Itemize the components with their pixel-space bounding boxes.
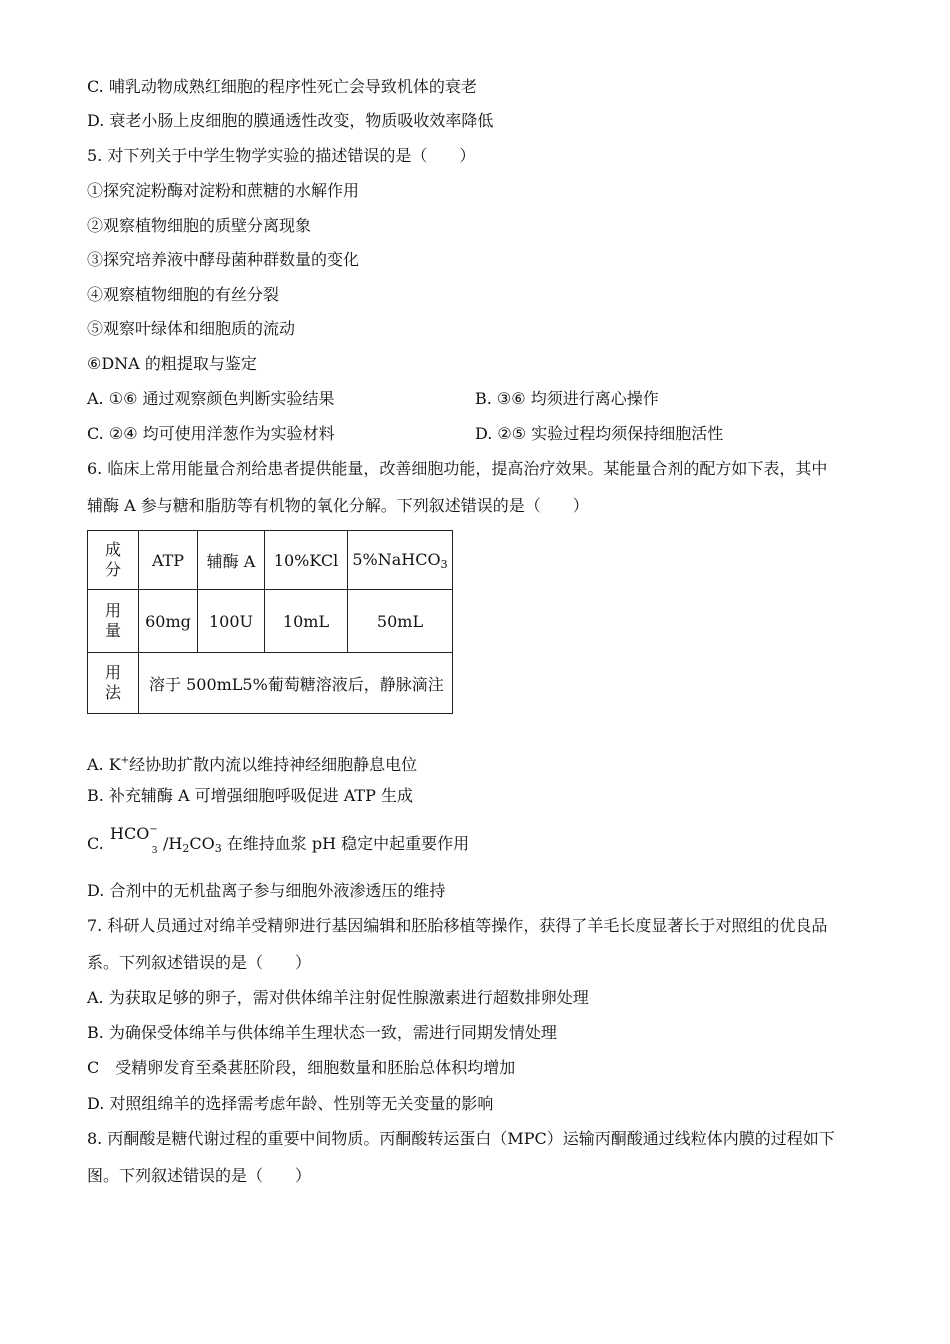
bicarbonate-formula: $HCO^-_3$	[110, 824, 158, 856]
q6-option-d: D. 合剂中的无机盐离子参与细胞外液渗透压的维持	[87, 881, 446, 900]
q6-option-c-label: C.	[87, 834, 104, 853]
q6-stem-line2: 辅酶 A 参与糖和脂肪等有机物的氧化分解。下列叙述错误的是（ ）	[87, 496, 589, 515]
q5-stem: 5. 对下列关于中学生物学实验的描述错误的是（ ）	[87, 146, 476, 165]
q5-item-3: ③探究培养液中酵母菌种群数量的变化	[87, 250, 360, 269]
q7-option-d: D. 对照组绵羊的选择需考虑年龄、性别等无关变量的影响	[87, 1094, 494, 1113]
q5-option-d: D. ②⑤ 实验过程均须保持细胞活性	[475, 424, 724, 443]
q8-stem-line2: 图。下列叙述错误的是（ ）	[87, 1166, 312, 1185]
q5-item-4: ④观察植物细胞的有丝分裂	[87, 285, 280, 304]
table-cell-header-usage: 用法	[88, 653, 139, 714]
q6-option-a: A. K+经协助扩散内流以维持神经细胞静息电位	[87, 755, 418, 774]
q4-option-d: D. 衰老小肠上皮细胞的膜通透性改变，物质吸收效率降低	[87, 111, 494, 130]
table-cell: 60mg	[139, 590, 198, 653]
q6-stem-line1: 6. 临床上常用能量合剂给患者提供能量，改善细胞功能，提高治疗效果。某能量合剂的配方如下表，其中	[87, 459, 828, 478]
table-cell-header-dosage: 用量	[88, 590, 139, 653]
q5-item-1: ①探究淀粉酶对淀粉和蔗糖的水解作用	[87, 181, 360, 200]
q6-option-c-text: $/H_2CO_3$ 在维持血浆 pH 稳定中起重要作用	[163, 834, 470, 855]
table-cell: 100U	[198, 590, 265, 653]
table-cell-usage: 溶于 500mL5%葡萄糖溶液后，静脉滴注	[139, 653, 453, 714]
table-row	[88, 653, 453, 714]
q5-option-a: A. ①⑥ 通过观察颜色判断实验结果	[87, 389, 335, 408]
table-cell-header-component: 成分	[88, 531, 139, 590]
table-row	[88, 531, 453, 590]
q7-option-a: A. 为获取足够的卵子，需对供体绵羊注射促性腺激素进行超数排卵处理	[87, 988, 589, 1007]
q8-stem-line1: 8. 丙酮酸是糖代谢过程的重要中间物质。丙酮酸转运蛋白（MPC）运输丙酮酸通过线粒体内膜的过程如下	[87, 1129, 835, 1148]
table-cell: ATP	[139, 531, 198, 590]
q7-stem-line2: 系。下列叙述错误的是（ ）	[87, 953, 312, 972]
q6-option-b: B. 补充辅酶 A 可增强细胞呼吸促进 ATP 生成	[87, 786, 413, 805]
table-cell: 50mL	[348, 590, 453, 653]
q5-option-b: B. ③⑥ 均须进行离心操作	[475, 389, 659, 408]
q5-item-5: ⑤观察叶绿体和细胞质的流动	[87, 319, 296, 338]
table-cell: 10%KCl	[265, 531, 348, 590]
table-row	[88, 590, 453, 653]
q5-item-6: ⑥DNA 的粗提取与鉴定	[87, 354, 257, 373]
table-cell: 10mL	[265, 590, 348, 653]
q5-option-c: C. ②④ 均可使用洋葱作为实验材料	[87, 424, 335, 443]
q7-stem-line1: 7. 科研人员通过对绵羊受精卵进行基因编辑和胚胎移植等操作，获得了羊毛长度显著长于对照组的优良品	[87, 916, 828, 935]
table-cell: 辅酶 A	[198, 531, 265, 590]
formula-table	[87, 530, 453, 714]
table-cell: 5%NaHCO$_3$	[348, 531, 453, 590]
q5-item-2: ②观察植物细胞的质壁分离现象	[87, 216, 312, 235]
q4-option-c: C. 哺乳动物成熟红细胞的程序性死亡会导致机体的衰老	[87, 77, 477, 96]
q7-option-b: B. 为确保受体绵羊与供体绵羊生理状态一致，需进行同期发情处理	[87, 1023, 557, 1042]
q7-option-c: C 受精卵发育至桑葚胚阶段，细胞数量和胚胎总体积均增加	[87, 1058, 516, 1077]
